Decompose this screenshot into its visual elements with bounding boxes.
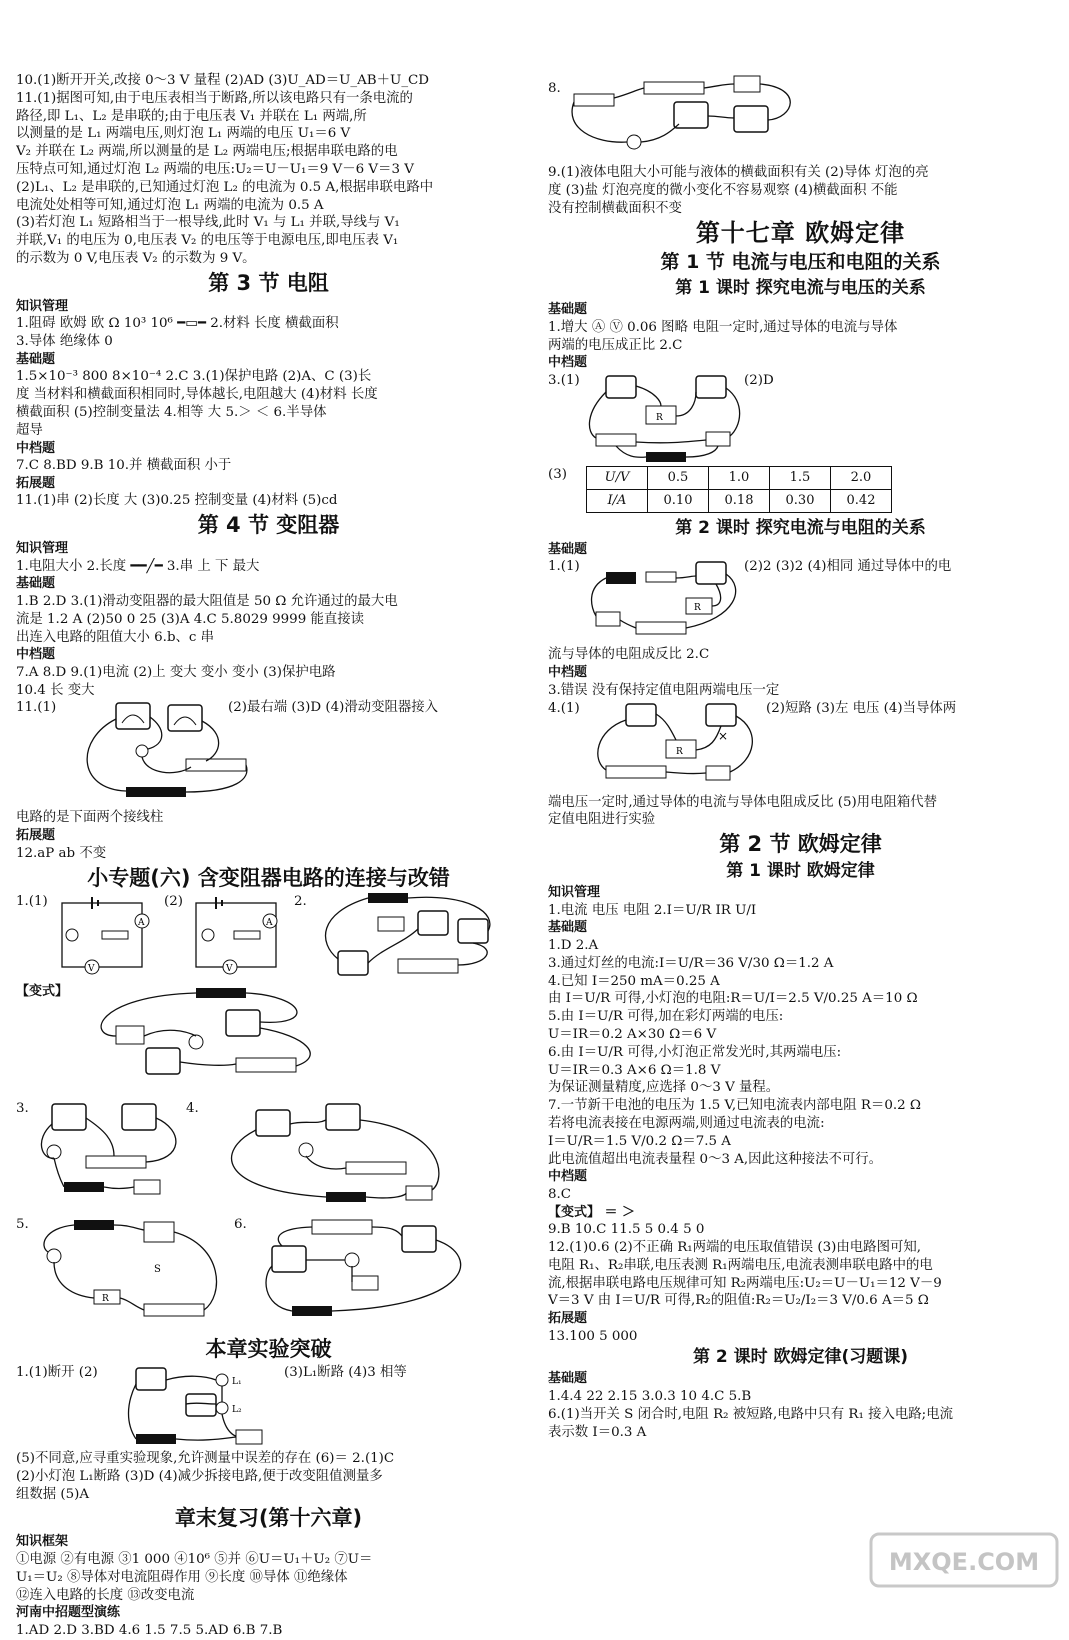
answer-line: 由 I＝U/R 可得,小灯泡的电阻:R＝U/I＝2.5 V/0.25 A＝10 Ω (548, 991, 918, 1007)
figure-lesson1-q3 (548, 372, 1053, 466)
experiment-answers (16, 1450, 521, 1503)
lesson-1-title: 第 1 课时 探究电流与电压的关系 (675, 278, 926, 299)
answer-line: (3)若灯泡 L₁ 短路相当于一根导线,此时 V₁ 与 L₁ 并联,导线与 V₁ (16, 215, 400, 231)
q8-label: 8. (548, 81, 561, 96)
answer-line: 3.错误 没有保持定值电阻两端电压一定 (548, 682, 780, 698)
circuit-drawing-q5 (34, 1216, 234, 1334)
category-heading: 中档题 (548, 355, 588, 371)
answer-line: V₂ 并联在 L₂ 两端,所以测量的是 L₂ 两端电压;根据串联电路的电 (16, 144, 398, 160)
answer-line: 1.增大 Ⓐ Ⓥ 0.06 图略 电阻一定时,通过导体的电流与导体 (548, 319, 898, 335)
table-cell: 1.5 (770, 466, 831, 489)
answer-line: 两端的电压成正比 2.C (548, 337, 683, 353)
svg-text:L₁: L₁ (232, 1377, 242, 1388)
answer-line: 1.B 2.D 3.(1)滑动变阻器的最大阻值是 50 Ω 允许通过的最大电 (16, 593, 398, 609)
data-table (586, 466, 892, 513)
figure-topic6-q1-q2 (16, 893, 521, 983)
answer-line: 9.(1)液体电阻大小可能与液体的横截面积有关 (2)导体 灯泡的亮 (548, 165, 929, 180)
topic6-q6-label: 6. (234, 1217, 247, 1233)
answer-line: (2)L₁、L₂ 是串联的,已知通过灯泡 L₂ 的电流为 0.5 A,根据串联电路中 (16, 179, 434, 195)
category-heading: 基础题 (548, 302, 588, 318)
section-4-title: 第 4 节 变阻器 (197, 513, 340, 538)
answer-line: 出连入电路的阻值大小 6.b、c 串 (16, 629, 215, 645)
answer-line: 10.4 长 变大 (16, 682, 95, 698)
table-cell: 1.0 (709, 466, 770, 489)
answer-line: 6.由 I＝U/R 可得,小灯泡正常发光时,其两端电压: (548, 1044, 842, 1060)
lesson2-q1-label: 1.(1) (548, 559, 580, 575)
answer-line: 电流处处相等可知,通过灯泡 L₁ 两端的电流为 0.5 A (16, 197, 324, 213)
answer-line: 10.(1)断开开关,改接 0～3 V 量程 (2)AD (3)U_AD＝U_AB＋U_CD (16, 73, 429, 88)
circuit-drawing-q6 (252, 1216, 512, 1334)
topic6-q1-label: 1.(1) (16, 893, 48, 909)
review-title: 章末复习(第十六章) (174, 1506, 363, 1531)
category-heading: 知识框架 (16, 1534, 69, 1550)
q11-label: 11.(1) (16, 700, 57, 716)
svg-text:S: S (154, 1264, 161, 1276)
table-row (587, 489, 892, 512)
answer-line: 1.D 2.A (548, 937, 599, 953)
variant-label: 【变式】 (16, 983, 69, 999)
experiment-q1-label: 1.(1)断开 (2) (16, 1365, 98, 1381)
watermark (869, 1530, 1059, 1594)
answer-line: 横截面积 (5)控制变量法 4.相等 大 5.＞ ＜ 6.半导体 (16, 404, 327, 420)
circuit-drawing-variant (76, 986, 376, 1086)
svg-text:V: V (226, 963, 233, 974)
svg-text:R: R (656, 412, 663, 423)
section-3-answers (16, 298, 521, 510)
figure-topic6-q3-q4 (16, 1100, 521, 1216)
svg-text:×: × (718, 728, 729, 743)
table-cell: 0.30 (770, 489, 831, 512)
svg-text:L₂: L₂ (232, 1405, 242, 1416)
topic6-q3-label: 3. (16, 1101, 29, 1117)
figure-topic6-q5-q6 (16, 1216, 521, 1334)
figure-lesson2-q1 (548, 558, 1053, 646)
topic-6-title: 小专题(六) 含变阻器电路的连接与改错 (87, 865, 450, 890)
left-column (16, 72, 521, 1640)
circuit-drawing-q8 (564, 68, 824, 152)
answer-line: 并联,V₁ 的电压为 0,电压表 V₂ 的电压等于电源电压,即电压表 V₁ (16, 233, 399, 249)
answer-line: 1.5×10⁻³ 800 8×10⁻⁴ 2.C 3.(1)保护电路 (2)A、C (3)长 (16, 369, 372, 385)
topic6-q2-label: 2. (294, 893, 307, 909)
table-cell: U/V (587, 466, 648, 489)
lesson-1-answers (548, 301, 1053, 372)
review-answers (16, 1533, 521, 1639)
category-heading: 知识管理 (16, 298, 69, 314)
category-heading: 河南中招题型演练 (16, 1605, 121, 1621)
answer-line: 11.(1)串 (2)长度 大 (3)0.25 控制变量 (4)材料 (5)cd (16, 493, 338, 509)
answer-line: 电阻 R₁、R₂串联,电压表测 R₁两端电压,电流表测串联电路中的电 (548, 1257, 933, 1273)
answer-line: 3.通过灯丝的电流:I＝U/R＝36 V/30 Ω＝1.2 A (548, 955, 834, 971)
experiment-title: 本章实验突破 (205, 1337, 332, 1362)
section-1-title: 第 1 节 电流与电压和电阻的关系 (660, 251, 941, 274)
answer-line: 端电压一定时,通过导体的电流与导体电阻成反比 (5)用电阻箱代替 (548, 794, 938, 810)
section-4-answers (16, 540, 521, 699)
answer-line: ⑫连入电路的长度 ⑬改变电流 (16, 1587, 195, 1603)
table-cell: 0.42 (831, 489, 892, 512)
answer-line: 流是 1.2 A (2)50 0 25 (3)A 4.C 5.8029 9999 能直接读 (16, 611, 365, 627)
category-heading: 中档题 (548, 665, 588, 681)
answer-line: 路径,即 L₁、L₂ 是串联的;由于电压表 V₁ 并联在 L₁ 两端,所 (16, 108, 367, 124)
answer-line: 组数据 (5)A (16, 1486, 90, 1502)
answer-line: 3.导体 绝缘体 0 (16, 334, 113, 350)
category-heading: 基础题 (548, 1371, 588, 1387)
figure-table (548, 466, 1053, 516)
answer-line: 度 当材料和横截面积相同时,导体越长,电阻越大 (4)材料 长度 (16, 387, 378, 403)
answer-line: 12.aP ab 不变 (16, 845, 107, 861)
answer-line: 若将电流表接在电源两端,则通过电流表的电流: (548, 1115, 825, 1131)
lesson2-q4-answer: (2)短路 (3)左 电压 (4)当导体两 (766, 700, 957, 716)
answer-line: 1.电阻大小 2.长度 ━━╱━ 3.串 上 下 最大 (16, 558, 260, 574)
category-heading: 拓展题 (16, 475, 56, 491)
lesson1-q3-answer: (2)D (744, 372, 774, 388)
watermark-logo-icon (869, 1530, 1059, 1590)
answer-line: 没有控制横截面积不变 (548, 200, 682, 216)
table-row (587, 466, 892, 489)
circuit-drawing-q2 (308, 893, 508, 983)
circuit-drawing-lesson2-q1 (586, 558, 746, 646)
answer-line: 1.AD 2.D 3.BD 4.6 1.5 7.5 5.AD 6.B 7.B (16, 1622, 283, 1638)
lesson-2-answers-after-figure (548, 794, 1053, 830)
answer-line: 的示数为 0 V,电压表 V₂ 的示数为 9 V。 (16, 250, 256, 266)
answer-line: 1.4.4 22 2.15 3.0.3 10 4.C 5.B (548, 1388, 752, 1404)
table-cell: 0.5 (648, 466, 709, 489)
answer-line: 以测量的是 L₁ 两端电压,则灯泡 L₁ 两端的电压 U₁＝6 V (16, 126, 351, 142)
figure-q11-circuit (16, 699, 521, 809)
topic6-q1-2-label: (2) (164, 893, 183, 909)
answers-q10-q11 (16, 72, 521, 268)
topic6-q5-label: 5. (16, 1217, 29, 1233)
answer-line: 流,根据串联电路电压规律可知 R₂两端电压:U₂＝U－U₁＝12 V－9 (548, 1275, 942, 1291)
circuit-drawing-lesson1 (586, 372, 746, 466)
svg-text:R: R (694, 603, 701, 614)
experiment-q1-answer: (3)L₁断路 (4)3 相等 (284, 1365, 407, 1381)
svg-text:R: R (102, 1294, 109, 1305)
lesson-2-1-title: 第 1 课时 欧姆定律 (726, 861, 875, 882)
answer-line: 表示数 I＝0.3 A (548, 1424, 647, 1440)
answer-line: 超导 (16, 422, 43, 438)
lesson-2-title: 第 2 课时 探究电流与电阻的关系 (675, 517, 926, 538)
figure-experiment-q1 (16, 1364, 521, 1450)
svg-text:V: V (88, 963, 95, 974)
section-3-title: 第 3 节 电阻 (208, 270, 329, 295)
figure-variant (16, 1000, 521, 1100)
topic6-q4-label: 4. (186, 1101, 199, 1117)
answer-line: 9.B 10.C 11.5 5 0.4 5 0 (548, 1222, 705, 1238)
lesson2-q1-answer: (2)2 (3)2 (4)相同 通过导体中的电 (744, 559, 952, 575)
circuit-drawing (56, 699, 276, 809)
answer-line: U₁＝U₂ ⑧导体对电流阻碍作用 ⑨长度 ⑩导体 ⑪绝缘体 (16, 1569, 348, 1585)
answer-line: 流与导体的电阻成反比 2.C (548, 647, 710, 663)
ohm-law-answers (548, 884, 1053, 1345)
svg-text:R: R (676, 746, 683, 757)
q9-answers (548, 164, 1053, 217)
table-cell: 0.10 (648, 489, 709, 512)
category-heading: 基础题 (548, 920, 588, 936)
answer-line: 此电流值超出电流表量程 0～3 A,因此这种接法不可行。 (548, 1151, 883, 1167)
section-2-title: 第 2 节 欧姆定律 (719, 832, 882, 857)
answer-line: 7.一节新干电池的电压为 1.5 V,已知电流表内部电阻 R＝0.2 Ω (548, 1098, 921, 1114)
svg-text:A: A (266, 917, 273, 928)
category-heading: 中档题 (16, 440, 56, 456)
circuit-drawing-lesson2-q4 (586, 700, 766, 794)
category-heading: 拓展题 (16, 828, 56, 844)
circuit-drawing-q3 (34, 1100, 194, 1216)
answer-line: 7.C 8.BD 9.B 10.并 横截面积 小于 (16, 458, 232, 474)
category-heading: 中档题 (548, 1169, 588, 1185)
circuit-diagram-2 (186, 897, 296, 977)
answer-line: V＝3 V 由 I＝U/R 可得,R₂的阻值:R₂＝U₂/I₂＝3 V/0.6 A＝5 Ω (548, 1293, 929, 1309)
answer-line: 12.(1)0.6 (2)不正确 R₁两端的电压取值错误 (3)由电路图可知, (548, 1239, 922, 1255)
answer-line: 4.已知 I＝250 mA＝0.25 A (548, 973, 720, 989)
answer-line: 度 (3)盐 灯泡亮度的微小变化不容易观察 (4)横截面积 不能 (548, 182, 898, 198)
svg-text:A: A (138, 917, 145, 928)
category-heading: 知识管理 (16, 541, 69, 557)
lesson1-q3-label: 3.(1) (548, 372, 580, 388)
lesson-2-answers (548, 646, 1053, 699)
answer-line: 1.阻碍 欧姆 欧 Ω 10³ 10⁶ ━▭━ 2.材料 长度 横截面积 (16, 316, 339, 332)
exercise-answers (548, 1370, 1053, 1441)
answer-line: 11.(1)据图可知,由于电压表相当于断路,所以该电路只有一条电流的 (16, 90, 413, 106)
right-column (548, 80, 1053, 1441)
answer-line: U＝IR＝0.3 A×6 Ω＝1.8 V (548, 1062, 721, 1078)
figure-lesson2-q4 (548, 700, 1053, 794)
answer-line: 8.C (548, 1186, 572, 1202)
answer-line: (2)小灯泡 L₁断路 (3)D (4)减少拆接电路,便于改变阻值测量多 (16, 1468, 383, 1484)
answer-line: 7.A 8.D 9.(1)电流 (2)上 变大 变小 变小 (3)保护电路 (16, 664, 336, 680)
category-heading: 知识管理 (548, 885, 601, 901)
category-heading: 拓展题 (548, 1311, 588, 1327)
answer-line: (5)不同意,应寻重实验现象,允许测量中误差的存在 (6)＝ 2.(1)C (16, 1451, 395, 1467)
answer-line: 13.100 5 000 (548, 1328, 638, 1344)
table-cell: 0.18 (709, 489, 770, 512)
answer-line: 压特点可知,通过灯泡 L₂ 两端的电压:U₂＝U－U₁＝9 V－6 V＝3 V (16, 161, 414, 177)
table-cell: 2.0 (831, 466, 892, 489)
answer-line: 电路的是下面两个接线柱 (16, 810, 164, 826)
lesson2-basic-heading: 基础题 (548, 541, 588, 557)
answer-line: 6.(1)当开关 S 闭合时,电阻 R₂ 被短路,电路中只有 R₁ 接入电路;电流 (548, 1406, 953, 1422)
answer-line: I＝U/R＝1.5 V/0.2 Ω＝7.5 A (548, 1133, 731, 1149)
section-4-answers-after-figure (16, 809, 521, 862)
lesson2-q4-label: 4.(1) (548, 700, 580, 716)
table-cell: I/A (587, 489, 648, 512)
answer-line: 定值电阻进行实验 (548, 812, 656, 828)
answer-line: 为保证测量精度,应选择 0～3 V 量程。 (548, 1080, 780, 1096)
answer-line: U＝IR＝0.2 A×30 Ω＝6 V (548, 1026, 717, 1042)
category-heading: 基础题 (16, 351, 56, 367)
watermark-text: MXQE.COM (888, 1548, 1040, 1576)
circuit-drawing-q4 (206, 1100, 506, 1216)
category-heading: 中档题 (16, 647, 56, 663)
answer-line: 1.电流 电压 电阻 2.I＝U/R IR U/I (548, 902, 757, 918)
circuit-drawing-experiment (126, 1364, 286, 1450)
table-label: (3) (548, 466, 567, 482)
answer-line: ①电源 ②有电源 ③1 000 ④10⁶ ⑤并 ⑥U＝U₁＋U₂ ⑦U＝ (16, 1551, 373, 1567)
chapter-17-title: 第十七章 欧姆定律 (695, 219, 906, 248)
category-heading: 【变式】 ＝ ＞ (548, 1204, 636, 1220)
category-heading: 基础题 (16, 576, 56, 592)
q11-answer-text: (2)最右端 (3)D (4)滑动变阻器接入 (228, 700, 439, 716)
figure-q8 (548, 80, 1053, 164)
lesson-2-2-title: 第 2 课时 欧姆定律(习题课) (692, 1347, 909, 1368)
circuit-diagram-1 (52, 897, 162, 977)
answer-line: 5.由 I＝U/R 可得,加在彩灯两端的电压: (548, 1009, 784, 1025)
